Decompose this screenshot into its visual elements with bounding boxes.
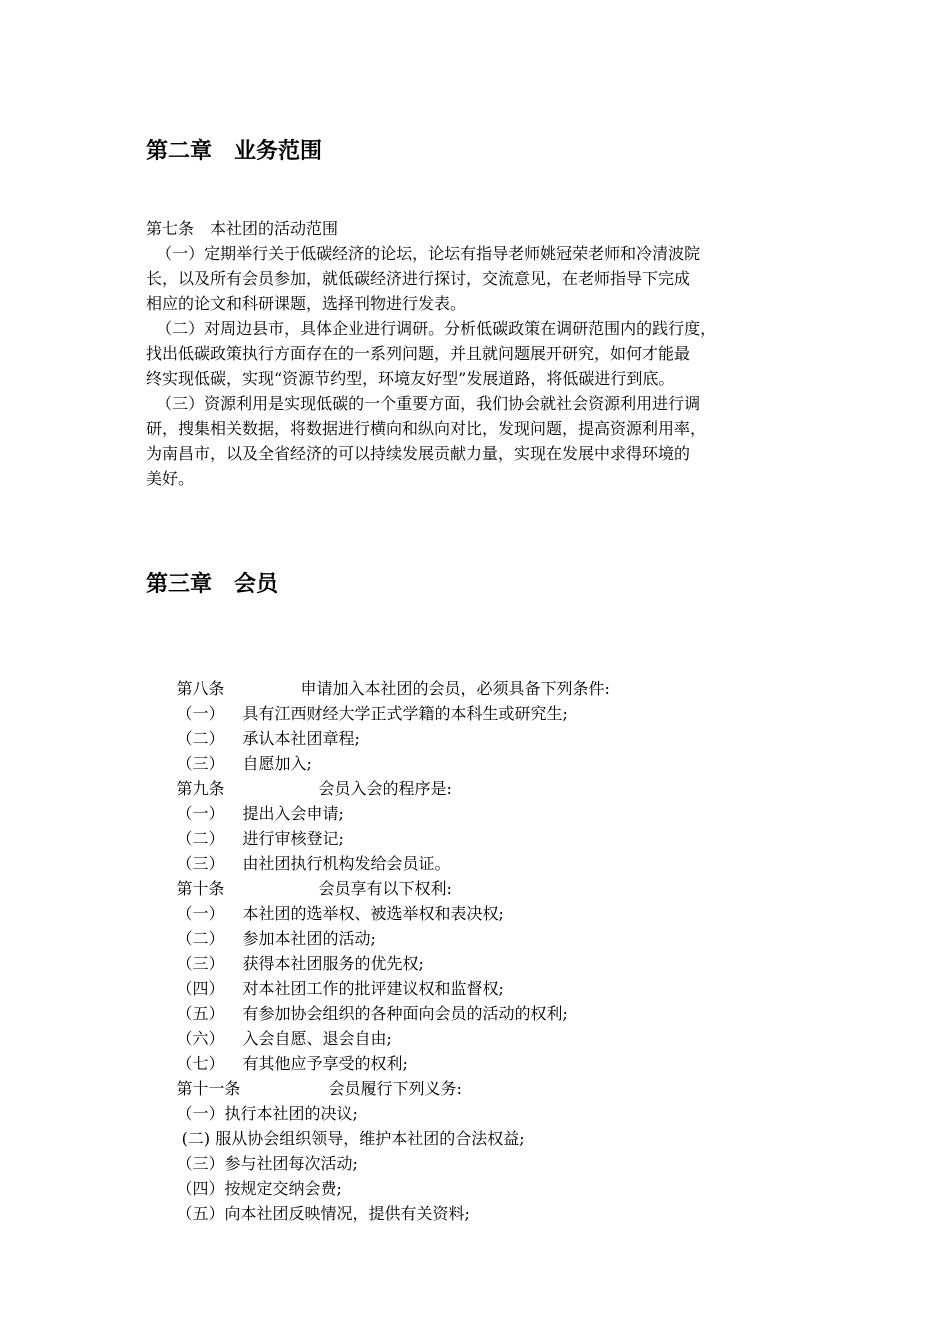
item-number: （五）: [176, 1204, 225, 1223]
item-text: 提出入会申请;: [242, 804, 344, 823]
item-number: （一）: [176, 1104, 225, 1123]
item-number: （四）: [176, 1179, 225, 1198]
item-number: （六）: [176, 1029, 225, 1048]
item-number: （一）: [176, 804, 225, 823]
chapter-2-title: 第二章 业务范围: [146, 139, 323, 164]
item-number: (二): [176, 1129, 216, 1148]
item-text: 参加本社团的活动;: [242, 929, 376, 948]
paragraph-line: 研，搜集相关数据，将数据进行横向和纵向对比，发现问题，提高资源利用率，: [146, 419, 707, 438]
chapter-2-body: [146, 216, 826, 491]
article-8-heading: [146, 651, 826, 698]
paragraph-line: 为南昌市，以及全省经济的可以持续发展贡献力量，实现在发展中求得环境的: [146, 444, 691, 463]
item-number: （七）: [176, 1054, 225, 1073]
item-text: 入会自愿、退会自由;: [242, 1029, 392, 1048]
item-text: 执行本社团的决议;: [224, 1104, 358, 1123]
item-text: 按规定交纳会费;: [224, 1179, 342, 1198]
item-number: （三）: [176, 854, 225, 873]
paragraph-line: （三）资源利用是实现低碳的一个重要方面，我们协会就社会资源利用进行调: [146, 394, 701, 413]
chapter-3-title: 第三章 会员: [146, 572, 279, 597]
item-text: 承认本社团章程;: [242, 729, 360, 748]
item-number: （二）: [176, 829, 225, 848]
paragraph-line: （一）定期举行关于低碳经济的论坛，论坛有指导老师姚冠荣老师和冷清波院: [146, 244, 701, 263]
item-number: （一）: [176, 904, 225, 923]
item-text: 自愿加入;: [242, 754, 312, 773]
item-number: （四）: [176, 979, 225, 998]
item-text: 有其他应予享受的权利;: [242, 1054, 408, 1073]
paragraph-line: 终实现低碳，实现“资源节约型，环境友好型”发展道路，将低碳进行到底。: [146, 369, 675, 388]
paragraph-line: （二）对周边县市，具体企业进行调研。分析低碳政策在调研范围内的践行度，: [146, 319, 717, 338]
item-text: 进行审核登记;: [242, 829, 344, 848]
item-number: （一）: [176, 704, 225, 723]
item-text: 具有江西财经大学正式学籍的本科生或研究生;: [242, 704, 568, 723]
article-text: 申请加入本社团的会员，必须具备下列条件:: [300, 679, 610, 698]
item-text: 本社团的选举权、被选举权和表决权;: [242, 904, 504, 923]
article-number: 第九条: [176, 779, 225, 798]
paragraph-line: 长，以及所有会员参加，就低碳经济进行探讨，交流意见，在老师指导下完成: [146, 269, 691, 288]
article-text: 会员享有以下权利:: [318, 879, 452, 898]
article-text: 会员入会的程序是:: [318, 779, 452, 798]
item-text: 向本社团反映情况，提供有关资料;: [224, 1204, 470, 1223]
article-number: 第十条: [176, 879, 225, 898]
item-number: （三）: [176, 1154, 225, 1173]
item-text: 服从协会组织领导，维护本社团的合法权益;: [215, 1129, 525, 1148]
item-text: 获得本社团服务的优先权;: [242, 954, 424, 973]
paragraph-line: 美好。: [146, 469, 195, 488]
item-text: 对本社团工作的批评建议权和监督权;: [242, 979, 504, 998]
paragraph-line: 相应的论文和科研课题，选择刊物进行发表。: [146, 294, 467, 313]
item-number: （二）: [176, 729, 225, 748]
item-number: （三）: [176, 754, 225, 773]
item-text: 参与社团每次活动;: [224, 1154, 358, 1173]
chapter-3-body: [146, 651, 826, 1223]
item-number: （二）: [176, 929, 225, 948]
article-number: 第十一条: [176, 1079, 241, 1098]
item-number: （三）: [176, 954, 225, 973]
item-text: 有参加协会组织的各种面向会员的活动的权利;: [242, 1004, 568, 1023]
paragraph-line: 找出低碳政策执行方面存在的一系列问题，并且就问题展开研究，如何才能最: [146, 344, 691, 363]
item-text: 由社团执行机构发给会员证。: [242, 854, 451, 873]
article-7-heading: 第七条 本社团的活动范围: [146, 219, 339, 238]
article-number: 第八条: [176, 679, 225, 698]
article-text: 会员履行下列义务:: [328, 1079, 462, 1098]
item-number: （五）: [176, 1004, 225, 1023]
